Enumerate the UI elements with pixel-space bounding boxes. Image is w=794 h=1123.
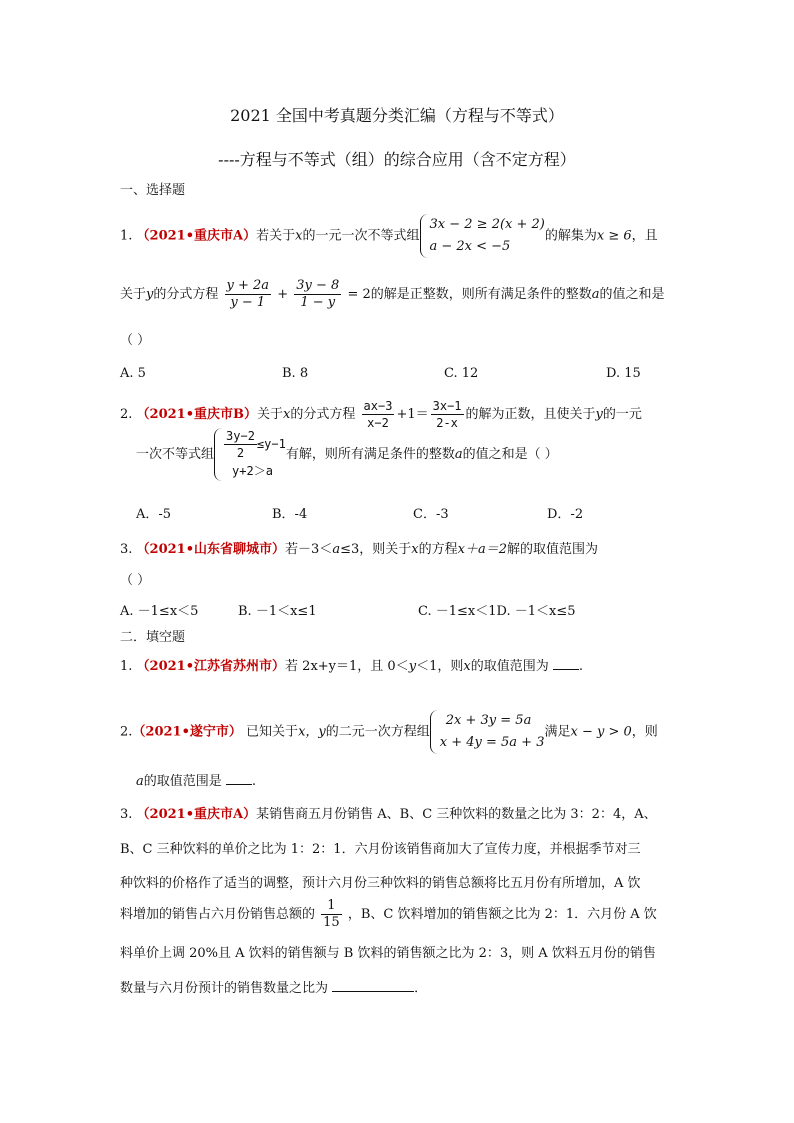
fill-question-3: 3. （2021•重庆市A）某销售商五月份销售 A、B、C 三种饮料的数量之比为 3：2：4，A、 bbox=[120, 807, 657, 822]
option-b: B. 8 bbox=[282, 366, 309, 381]
fraction: $\frac{3x-1}{2-x}$ bbox=[432, 399, 462, 430]
option-a: A. －1≤x＜5 bbox=[120, 604, 199, 619]
source-tag: （2021•江苏省苏州市） bbox=[136, 659, 286, 674]
fraction: $\frac{3y - 8}{1 - y}$ bbox=[296, 278, 340, 310]
source-tag: （2021•重庆市B） bbox=[136, 407, 258, 422]
source-tag: （2021•重庆市A） bbox=[136, 807, 257, 822]
page-title: 2021 全国中考真题分类汇编（方程与不等式） bbox=[230, 106, 564, 125]
answer-paren: （ ） bbox=[120, 573, 151, 588]
option-d: D. 15 bbox=[606, 366, 641, 381]
option-c: C. 12 bbox=[444, 366, 479, 381]
option-c: C．-3 bbox=[413, 507, 449, 522]
fill-question-3-line6: 数量与六月份预计的销售数量之比为 ． bbox=[120, 978, 427, 997]
answer-blank[interactable] bbox=[553, 656, 579, 670]
fill-question-3-line4: 料增加的销售占六月份销售总额的 $\frac{1}{15}$ ，B、C 饮料增加的销售额之比为 2：1．六月份 A 饮 bbox=[120, 898, 657, 930]
answer-blank[interactable] bbox=[226, 771, 252, 785]
section-heading-fill: 二．填空题 bbox=[120, 630, 186, 645]
source-tag: （2021•遂宁市） bbox=[132, 724, 242, 740]
option-b: B．-4 bbox=[272, 507, 308, 522]
option-a: A. 5 bbox=[120, 366, 146, 381]
fill-question-2-line2: a的取值范围是 . bbox=[136, 771, 256, 790]
section-heading-choice: 一、选择题 bbox=[120, 183, 186, 198]
fraction: $\frac{1}{15}$ bbox=[323, 898, 340, 930]
source-tag: （2021•山东省聊城市） bbox=[136, 542, 286, 557]
page-subtitle: ----方程与不等式（组）的综合应用（含不定方程） bbox=[218, 150, 576, 169]
question-3: 3. （2021•山东省聊城市）若－3＜a≤3，则关于x的方程x＋a＝2解的取值范围为 bbox=[120, 542, 598, 557]
question-2-line2: 一次不等式组 $\frac{3y-2}{2}$ ≤y−1 y+2＞a 有解，则所有满足条件的整数a的值之和是（ ） bbox=[136, 428, 558, 481]
option-d: D．-2 bbox=[547, 507, 584, 522]
fill-question-1: 1. （2021•江苏省苏州市）若 2x+y＝1，且 0＜y＜1，则x的取值范围为 . bbox=[120, 656, 583, 675]
inequality-system: 3x − 2 ≥ 2(x + 2) a − 2x < −5 bbox=[420, 214, 545, 258]
option-b: B. －1＜x≤1 bbox=[238, 604, 317, 619]
answer-paren: （ ） bbox=[120, 333, 151, 348]
question-1-line2: 关于y的分式方程 $\frac{y + 2a}{y - 1}$ + $\frac{3y - 8}{1 - y}$ = 2的解是正整数，则所有满足条件的整数a的值之和是 bbox=[120, 278, 665, 310]
answer-blank[interactable] bbox=[332, 978, 414, 992]
fill-question-3-line3: 种饮料的价格作了适当的调整，预计六月份三种饮料的销售总额将比五月份有所增加，A 饮 bbox=[120, 876, 641, 891]
fill-question-3-line5: 料单价上调 20%且 A 饮料的销售额与 B 饮料的销售额之比为 2：3，则 A 饮料五月份的销售 bbox=[120, 946, 656, 961]
equation-system: 2x + 3y = 5a x + 4y = 5a + 3 bbox=[430, 710, 545, 754]
question-2: 2. （2021•重庆市B）关于x的分式方程 $\frac{ax-3}{x-2}$ +1＝ $\frac{3x-1}{2-x}$ 的解为正数，且使关于y的一元 bbox=[120, 399, 642, 430]
fraction: $\frac{ax-3}{x-2}$ bbox=[363, 399, 393, 430]
fill-question-3-line2: B、C 三种饮料的单价之比为 1：2：1．六月份该销售商加大了宣传力度，并根据季节对三 bbox=[120, 842, 641, 857]
fill-question-2: 2.（2021•遂宁市） 已知关于x，y的二元一次方程组 2x + 3y = 5a x + 4y = 5a + 3 满足x − y > 0，则 bbox=[120, 710, 658, 754]
source-tag: （2021•重庆市A） bbox=[136, 228, 257, 244]
option-a: A．-5 bbox=[136, 507, 172, 522]
option-c-d: C. －1≤x＜1D. －1＜x≤5 bbox=[418, 604, 576, 619]
inequality-system: $\frac{3y-2}{2}$ ≤y−1 y+2＞a bbox=[214, 428, 286, 481]
question-1: 1. （2021•重庆市A）若关于x的一元一次不等式组 3x − 2 ≥ 2(x + 2) a − 2x < −5 的解集为x ≥ 6，且 bbox=[120, 214, 658, 258]
fraction: $\frac{y + 2a}{y - 1}$ bbox=[226, 278, 270, 310]
